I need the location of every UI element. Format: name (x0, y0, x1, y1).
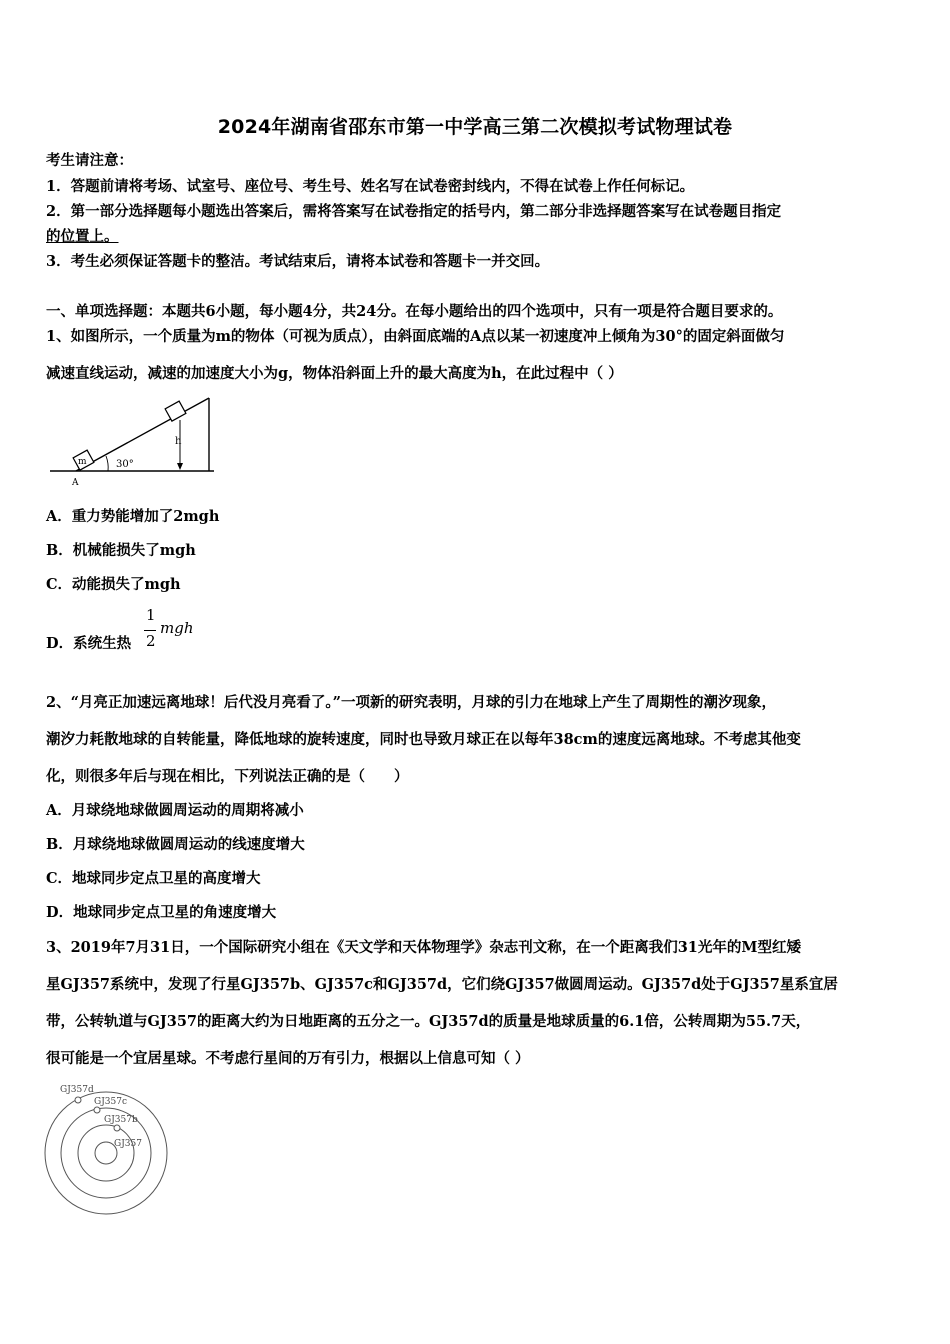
question-3-text: 带，公转轨道与GJ357的距离大约为日地距离的五分之一。GJ357d的质量是地球质量的6.1倍，公转周期为55.7天， (46, 1013, 811, 1030)
height-label: h (175, 436, 182, 447)
question-2-text: 潮汐力耗散地球的自转能量，降低地球的旋转速度，同时也导致月球正在以每年38cm的速度远离地球。不考虑其他变 (46, 731, 801, 748)
mass-label-bottom: m (78, 457, 87, 467)
question-2-text: 2、“月亮正加速远离地球！后代没月亮看了。”一项新的研究表明，月球的引力在地球上产生了周期性的潮汐现象， (46, 694, 777, 711)
notice-item: 2．第一部分选择题每小题选出答案后，需将答案写在试卷指定的括号内，第二部分非选择题答案写在试卷题目指定 (46, 203, 782, 220)
point-a-label: A (72, 478, 79, 488)
orbit-figure (40, 1080, 180, 1216)
orbit-gj357d (45, 1092, 167, 1214)
question-2-text: 化，则很多年后与现在相比，下列说法正确的是（ ） (46, 768, 409, 785)
option-d: D．地球同步定点卫星的角速度增大 (46, 904, 277, 921)
option-c: C．地球同步定点卫星的高度增大 (46, 870, 261, 887)
option-c: C．动能损失了mgh (46, 576, 181, 593)
label-gj357: GJ357 (114, 1139, 142, 1149)
option-b: B．机械能损失了mgh (46, 542, 196, 559)
angle-arc (106, 456, 108, 471)
fraction-expression (140, 606, 200, 656)
question-1-text: 1、如图所示，一个质量为m的物体（可视为质点），由斜面底端的A点以某一初速度冲上倾角为30°的固定斜面做匀 (46, 328, 785, 345)
planet-gj357b (114, 1125, 120, 1131)
option-d: D．系统生热 (46, 635, 132, 652)
notice-item: 的位置上。 (46, 228, 119, 245)
incline-slope (76, 398, 209, 471)
question-1-text: 减速直线运动，减速的加速度大小为g，物体沿斜面上升的最大高度为h，在此过程中（ ） (46, 365, 623, 382)
option-a: A．月球绕地球做圆周运动的周期将减小 (46, 802, 304, 819)
notice-heading: 考生请注意： (46, 152, 133, 169)
fraction-denominator: 2 (146, 632, 156, 650)
label-gj357d: GJ357d (60, 1085, 94, 1095)
label-gj357b: GJ357b (104, 1115, 138, 1125)
fraction-variable: mgh (160, 619, 194, 637)
incline-figure (46, 394, 218, 490)
planet-gj357d (75, 1097, 81, 1103)
option-a: A．重力势能增加了2mgh (46, 508, 220, 525)
label-gj357c: GJ357c (94, 1097, 128, 1107)
fraction-numerator: 1 (146, 606, 156, 624)
block-top (165, 401, 186, 421)
fraction-bar (144, 630, 156, 631)
angle-label: 30° (116, 459, 134, 470)
question-3-text: 很可能是一个宜居星球。不考虑行星间的万有引力，根据以上信息可知（ ） (46, 1050, 530, 1067)
option-b: B．月球绕地球做圆周运动的线速度增大 (46, 836, 305, 853)
section-heading: 一、单项选择题：本题共6小题，每小题4分，共24分。在每小题给出的四个选项中，只有一项是符合题目要求的。 (46, 303, 783, 320)
orbit-gj357b (78, 1125, 134, 1181)
notice-item: 3．考生必须保证答题卡的整洁。考试结束后，请将本试卷和答题卡一并交回。 (46, 253, 550, 270)
question-3-text: 3、2019年7月31日，一个国际研究小组在《天文学和天体物理学》杂志刊文称，在一个距离我们31光年的M型红矮 (46, 939, 801, 956)
page-title: 2024年湖南省邵东市第一中学高三第二次模拟考试物理试卷 (217, 116, 733, 138)
question-3-text: 星GJ357系统中，发现了行星GJ357b、GJ357c和GJ357d，它们绕GJ357做圆周运动。GJ357d处于GJ357星系宜居 (46, 976, 838, 993)
height-arrowhead (177, 463, 183, 470)
planet-gj357c (94, 1107, 100, 1113)
notice-item: 1．答题前请将考场、试室号、座位号、考生号、姓名写在试卷密封线内，不得在试卷上作任何标记。 (46, 178, 695, 195)
